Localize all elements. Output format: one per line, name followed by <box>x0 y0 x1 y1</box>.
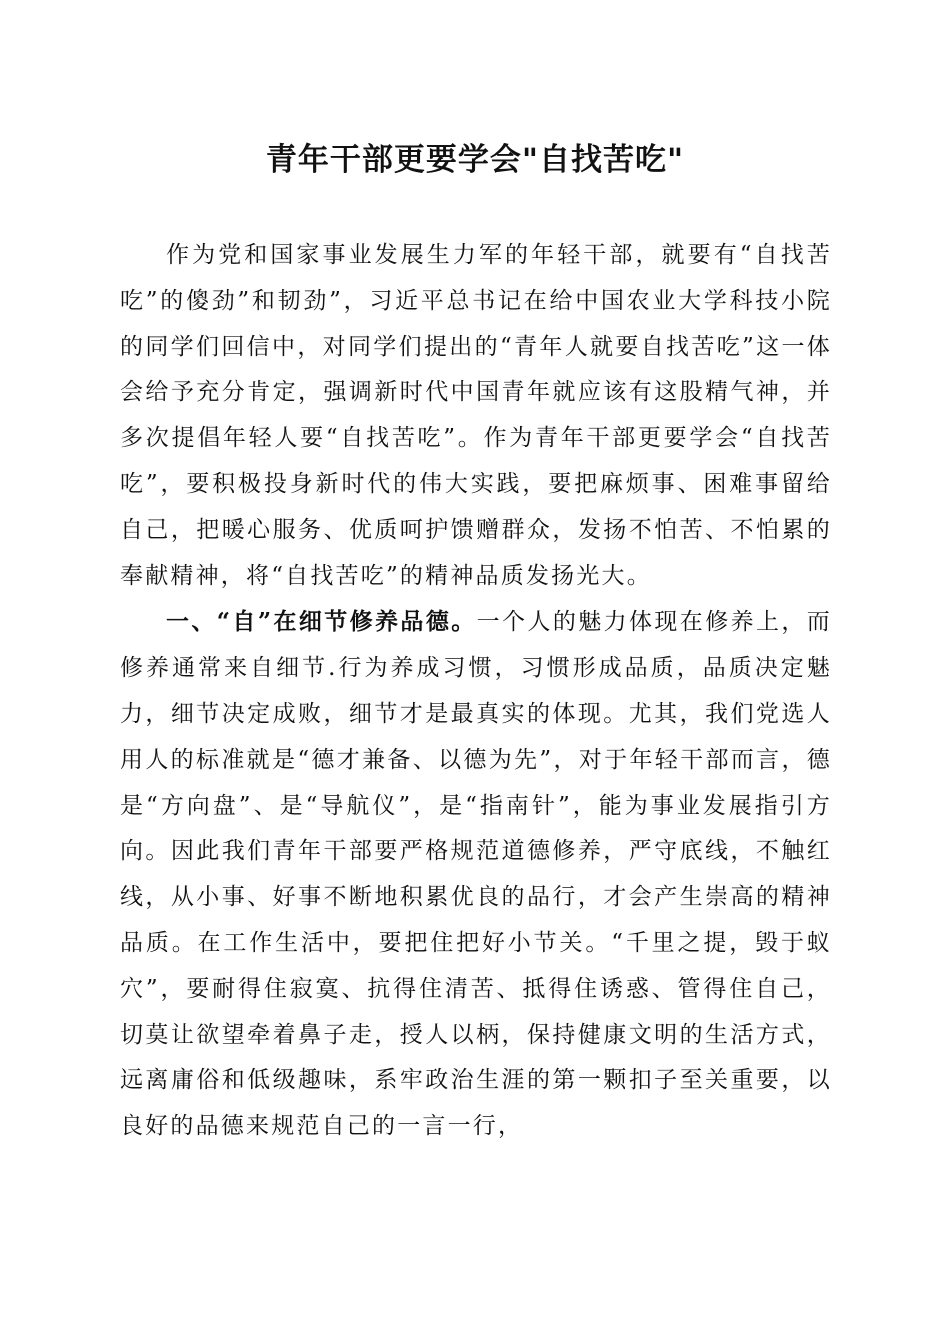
section-one-text: 一个人的魅力体现在修养上，而修养通常来自细节.行为养成习惯，习惯形成品质，品质决定魅力，细节决定成败，细节才是最真实的体现。尤其，我们党选人用人的标准就是“德才兼备、以德为先”，对于年轻干部而言，德是“方向盘”、是“导航仪”，是“指南针”，能为事业发展指引方向。因此我们青年干部要严格规范道德修养，严守底线，不触红线，从小事、好事不断地积累优良的品行，才会产生崇高的精神品质。在工作生活中，要把住把好小节关。“千里之提，毁于蚁穴”，要耐得住寂寞、抗得住清苦、抵得住诱惑、管得住自己，切莫让欲望牵着鼻子走，授人以柄，保持健康文明的生活方式，远离庸俗和低级趣味，系牢政治生涯的第一颗扣子至关重要，以良好的品德来规范自己的一言一行， <box>120 609 832 1140</box>
paragraph-intro <box>120 233 832 599</box>
section-one-heading: 一、“自”在细节修养品德。 <box>166 608 477 636</box>
document-title: 青年干部更要学会"自找苦吃" <box>265 142 685 178</box>
paragraph-section-one <box>120 599 832 1150</box>
paragraph-intro-text: 作为党和国家事业发展生力军的年轻干部，就要有“自找苦吃”的傻劲”和韧劲”，习近平总书记在给中国农业大学科技小院的同学们回信中，对同学们提出的“青年人就要自找苦吃”这一体会给予充分肯定，强调新时代中国青年就应该有这股精气神，并多次提倡年轻人要“自找苦吃”。作为青年干部更要学会“自找苦吃”，要积极投身新时代的伟大实践，要把麻烦事、困难事留给自己，把暖心服务、优质呵护馈赠群众，发扬不怕苦、不怕累的奉献精神，将“自找苦吃”的精神品质发扬光大。 <box>120 242 832 589</box>
document-body <box>120 233 832 1150</box>
